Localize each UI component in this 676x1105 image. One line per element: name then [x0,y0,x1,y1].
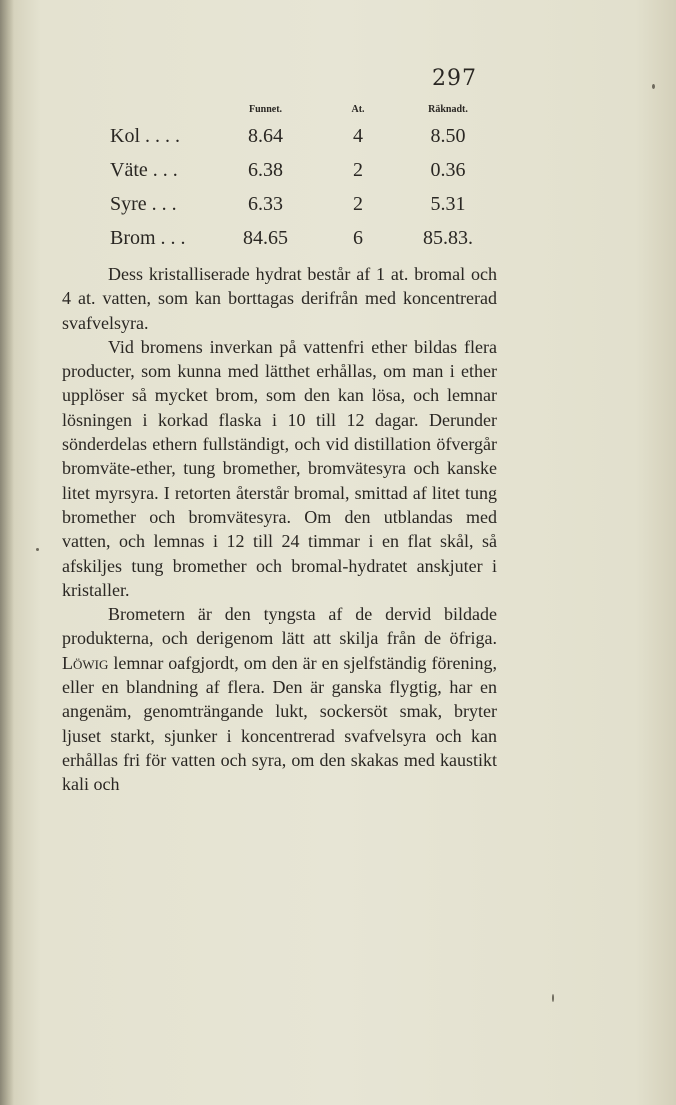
element-name: Väte . . . [110,158,178,181]
header-calculated: Räknadt. [428,104,468,115]
author-name: Löwig [62,652,109,673]
element-name: Kol . . . . [110,124,180,147]
paper-speck [552,994,554,1002]
element-name: Brom . . . [110,226,186,249]
body-text [62,262,497,797]
header-found: Funnet. [248,104,283,115]
table-row-syre [110,187,483,221]
table-header-row [110,104,483,119]
header-element [110,104,228,119]
paragraph-bromine-ether: Vid bromens inverkan på vattenfri ether bildas flera producter, som kunna med lätthet erhållas, om man i ether upplöser så mycket brom, som den kan lösa, och lemnar lösningen i korkad flaska i 10 till 12 dagar. Derunder sönderdelas ethern fullständigt, och vid distillation öfvergår bromväte-ether, tung bromether, bromvätesyra och kanske litet myrsyra. I retorten återstår bromal, smittad af litet tung bromether och bromvätesyra. Om den utblandas med vatten, och lemnas i 12 till 24 timmar i en flat skål, så afskiljes tung bromether och bromal-hydratet anskjuter i kristaller. [62,336,497,600]
calculated-value: 85.83. [423,226,473,249]
calculated-value: 8.50 [430,124,466,147]
found-value: 6.38 [248,158,283,181]
table-row-vate [110,153,483,187]
calculated-value: 5.31 [430,192,466,215]
paragraph-text-after: lemnar oafgjordt, om den är en sjelfständig förening, eller en blandning af flera. Den är ganska flygtig, har en angenäm, genomträngande lukt, sockersöt smak, bryter ljuset starkt, sjunker i koncentrerad svafvelsyra och kan erhållas fri för vatten och syra, om den skakas med kaustikt kali och [62,652,497,795]
paragraph-hydrate: Dess kristalliserade hydrat består af 1 at. bromal och 4 at. vatten, som kan borttagas derifrån med koncentrerad svafvelsyra. [62,264,497,333]
calculated-value: 0.36 [430,158,466,181]
paragraph-text-before: Brometern är den tyngsta af de dervid bildade produkterna, och derigenom lätt att skilja från de öfriga. [62,604,497,649]
table-row-brom [110,221,483,255]
page-binding-edge [0,0,14,1105]
table-row-kol [110,119,483,153]
atoms-value: 2 [353,158,363,181]
paragraph-bromether [62,602,497,796]
atoms-value: 4 [353,124,363,147]
atoms-value: 2 [353,192,363,215]
header-atoms: At. [351,104,365,115]
element-name: Syre . . . [110,192,177,215]
found-value: 84.65 [243,226,288,249]
atoms-value: 6 [353,226,363,249]
paper-speck [36,548,39,551]
paper-speck [652,84,655,89]
composition-table [110,104,483,255]
found-value: 8.64 [248,124,283,147]
page-number: 297 [432,66,477,91]
found-value: 6.33 [248,192,283,215]
